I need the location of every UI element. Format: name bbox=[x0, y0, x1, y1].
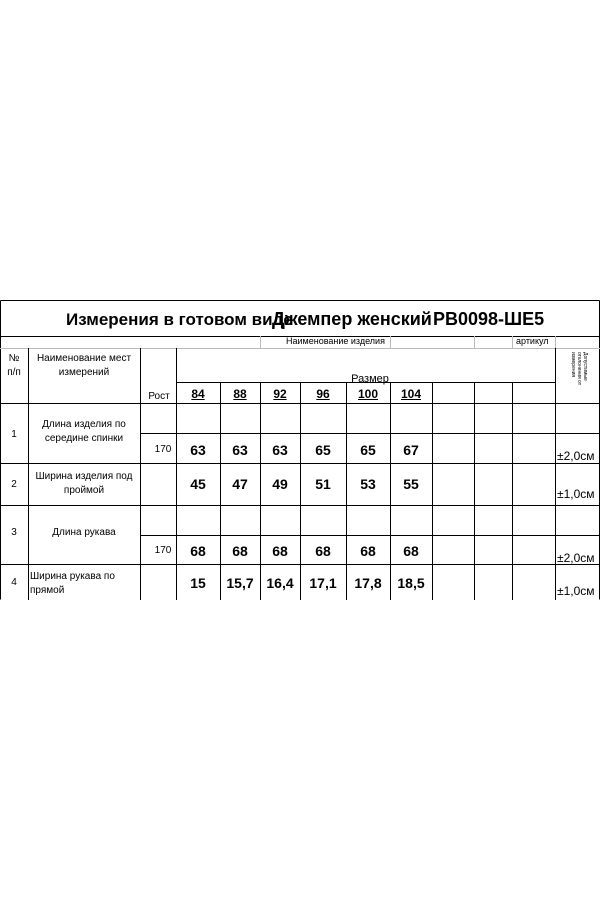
row2-value-104: 55 bbox=[403, 476, 419, 492]
article-caption: артикул bbox=[516, 336, 549, 346]
row1-value-104: 67 bbox=[403, 442, 419, 458]
row1-value-100: 65 bbox=[360, 442, 376, 458]
row2-tolerance: ±1,0см bbox=[557, 487, 595, 501]
row1-num: 1 bbox=[11, 429, 17, 440]
row4-name: Ширина рукава по прямой bbox=[30, 571, 115, 596]
row1-height: 170 bbox=[154, 444, 172, 455]
row1-value-92: 63 bbox=[272, 442, 288, 458]
row3-value-96: 68 bbox=[315, 543, 331, 559]
row2-value-92: 49 bbox=[272, 476, 288, 492]
size-88: 88 bbox=[233, 387, 247, 401]
row2-name: Ширина изделия под проймой bbox=[35, 471, 133, 496]
col-height-header: Рост bbox=[148, 391, 170, 402]
row4-num: 4 bbox=[11, 577, 17, 588]
row3-height: 170 bbox=[154, 545, 172, 556]
size-104: 104 bbox=[400, 387, 422, 401]
row1-value-96: 65 bbox=[315, 442, 331, 458]
row4-value-96: 17,1 bbox=[309, 575, 337, 591]
row2-num: 2 bbox=[11, 479, 17, 490]
row4-value-100: 17,8 bbox=[354, 575, 382, 591]
row3-value-84: 68 bbox=[190, 543, 206, 559]
col-num-header-text: № п/п bbox=[7, 353, 21, 378]
row3-tolerance: ±2,0см bbox=[557, 551, 595, 565]
size-92: 92 bbox=[273, 387, 287, 401]
row1-name: Длина изделия по середине спинки bbox=[42, 419, 126, 444]
row4-value-88: 15,7 bbox=[226, 575, 254, 591]
row1-tolerance: ±2,0см bbox=[557, 449, 595, 463]
row1-value-84: 63 bbox=[190, 442, 206, 458]
article-number: PB0098-ШЕ5 bbox=[433, 309, 545, 329]
col-num-header bbox=[2, 352, 26, 380]
row4-value-92: 16,4 bbox=[266, 575, 294, 591]
sheet-title: Измерения в готовом виде bbox=[66, 310, 293, 329]
product-name-caption: Наименование изделия bbox=[286, 336, 385, 346]
row2-value-96: 51 bbox=[315, 476, 331, 492]
row3-value-92: 68 bbox=[272, 543, 288, 559]
row3-num: 3 bbox=[11, 527, 17, 538]
measurement-sheet bbox=[0, 300, 600, 600]
size-84: 84 bbox=[191, 387, 205, 401]
row3-value-104: 68 bbox=[403, 543, 419, 559]
size-96: 96 bbox=[316, 387, 330, 401]
tolerance-header: Допустимые отклонения от измерения bbox=[570, 352, 588, 386]
row3-value-88: 68 bbox=[232, 543, 248, 559]
row4-tolerance: ±1,0см bbox=[557, 584, 595, 598]
row2-value-84: 45 bbox=[190, 476, 206, 492]
product-name: Джемпер женский bbox=[272, 309, 432, 329]
row4-value-104: 18,5 bbox=[397, 575, 425, 591]
size-100: 100 bbox=[357, 387, 379, 401]
row3-value-100: 68 bbox=[360, 543, 376, 559]
row3-name: Длина рукава bbox=[52, 527, 116, 538]
row1-value-88: 63 bbox=[232, 442, 248, 458]
row4-value-84: 15 bbox=[190, 575, 206, 591]
col-size-header: Размер bbox=[351, 373, 389, 385]
row2-value-100: 53 bbox=[360, 476, 376, 492]
row2-value-88: 47 bbox=[232, 476, 248, 492]
col-measure-name-header: Наименование мест измерений bbox=[36, 353, 132, 378]
